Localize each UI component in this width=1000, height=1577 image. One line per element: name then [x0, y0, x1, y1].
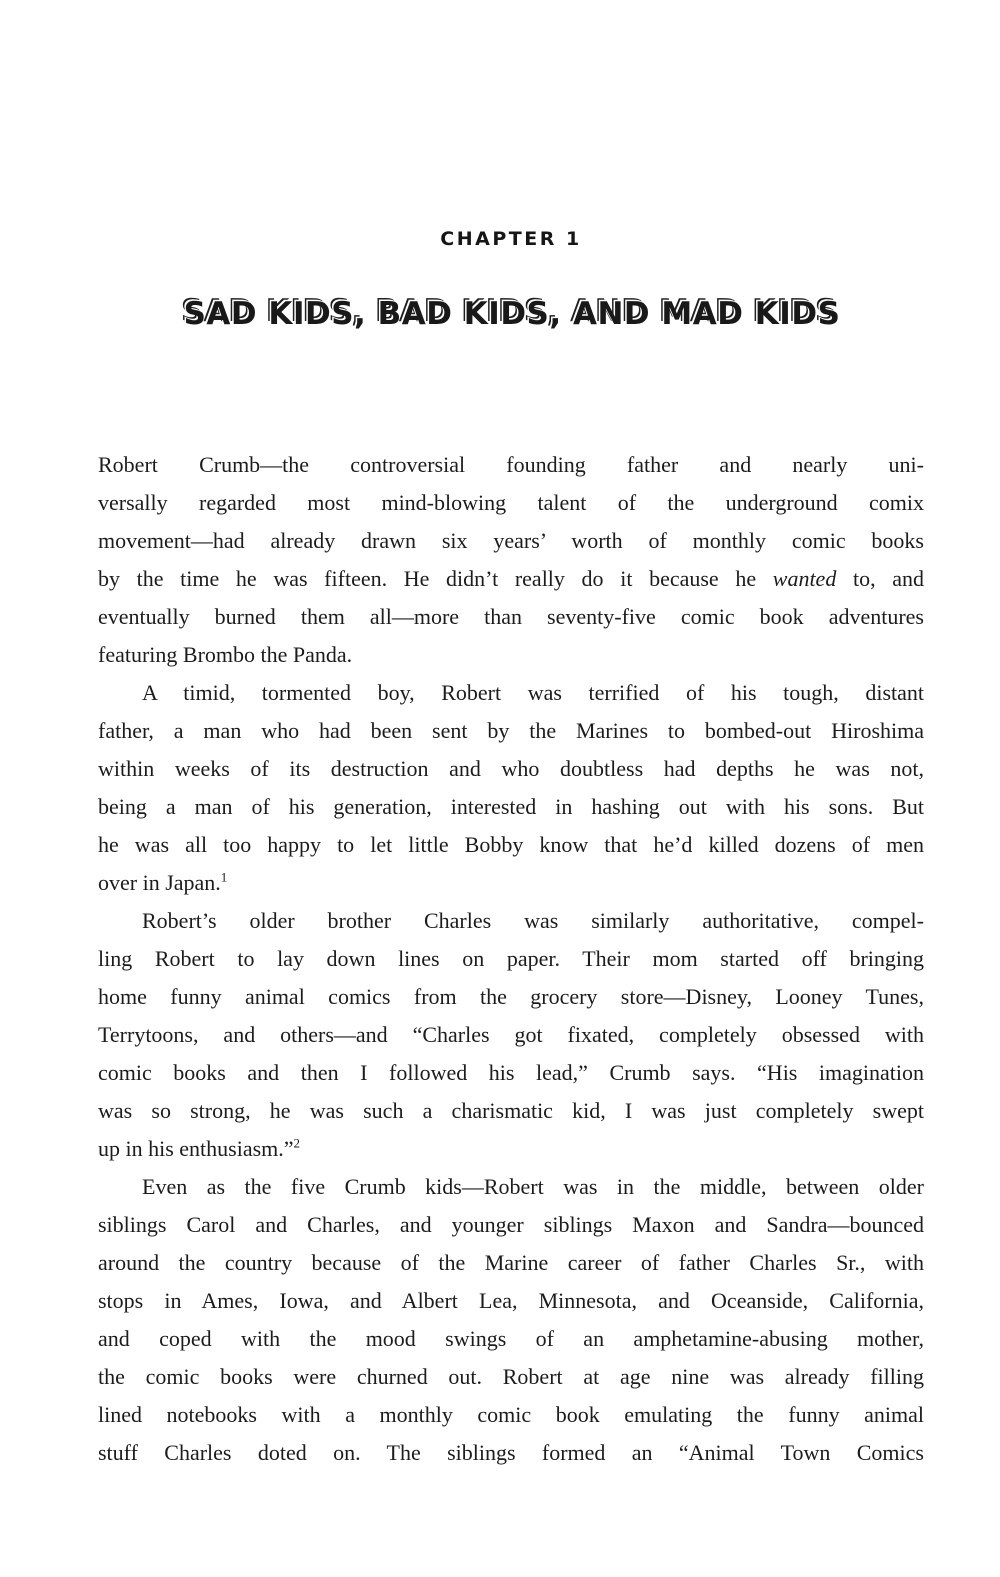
- text-line: Terrytoons, and others—and “Charles got fixated, completely obsessed with: [98, 1022, 924, 1047]
- text-line: Robert Crumb—the controversial founding father and nearly uni-: [98, 452, 924, 477]
- text-line: father, a man who had been sent by the Marines to bombed-out Hiroshima: [98, 718, 924, 743]
- text-line: movement—had already drawn six years’ worth of monthly comic books: [98, 528, 924, 553]
- text-line: Robert’s older brother Charles was similarly authoritative, compel-: [142, 908, 924, 933]
- text-line: eventually burned them all—more than seventy-five comic book adventures: [98, 604, 924, 629]
- text-line: the comic books were churned out. Robert at age nine was already filling: [98, 1364, 924, 1389]
- text-line: A timid, tormented boy, Robert was terrified of his tough, distant: [142, 680, 924, 705]
- text-line: stops in Ames, Iowa, and Albert Lea, Minnesota, and Oceanside, California,: [98, 1288, 924, 1313]
- text-line: ling Robert to lay down lines on paper. Their mom started off bringing: [98, 946, 924, 971]
- footnote-reference: 1: [220, 869, 228, 885]
- text-line: being a man of his generation, interested in hashing out with his sons. But: [98, 794, 924, 819]
- text-line: up in his enthusiasm.”$^2$: [98, 1135, 301, 1161]
- chapter-label: CHAPTER 1: [440, 228, 582, 250]
- text-line: was so strong, he was such a charismatic kid, I was just completely swept: [98, 1098, 924, 1123]
- text-line: over in Japan.$^1$: [98, 869, 228, 895]
- text-line: lined notebooks with a monthly comic book emulating the funny animal: [98, 1402, 924, 1427]
- footnote-reference: 2: [293, 1135, 301, 1151]
- text-line: versally regarded most mind-blowing talent of the underground comix: [98, 490, 924, 515]
- text-line: within weeks of its destruction and who doubtless had depths he was not,: [98, 756, 924, 781]
- text-line: around the country because of the Marine career of father Charles Sr., with: [98, 1250, 924, 1275]
- text-line: siblings Carol and Charles, and younger siblings Maxon and Sandra—bounced: [98, 1212, 924, 1237]
- text-line: comic books and then I followed his lead,” Crumb says. “His imagination: [98, 1060, 924, 1085]
- chapter-title: SAD KIDS, BAD KIDS, AND MAD KIDS: [183, 296, 841, 332]
- body-text: [98, 446, 924, 1472]
- text-line: by the time he was fifteen. He didn’t really do it because he wanted to, and: [98, 566, 924, 591]
- text-line: Even as the five Crumb kids—Robert was in the middle, between older: [142, 1174, 924, 1199]
- text-line: stuff Charles doted on. The siblings formed an “Animal Town Comics: [98, 1440, 924, 1465]
- text-line: and coped with the mood swings of an amphetamine-abusing mother,: [98, 1326, 924, 1351]
- text-line: he was all too happy to let little Bobby know that he’d killed dozens of men: [98, 832, 924, 857]
- text-line: featuring Brombo the Panda.: [98, 642, 353, 667]
- text-line: home funny animal comics from the grocery store—Disney, Looney Tunes,: [98, 984, 924, 1009]
